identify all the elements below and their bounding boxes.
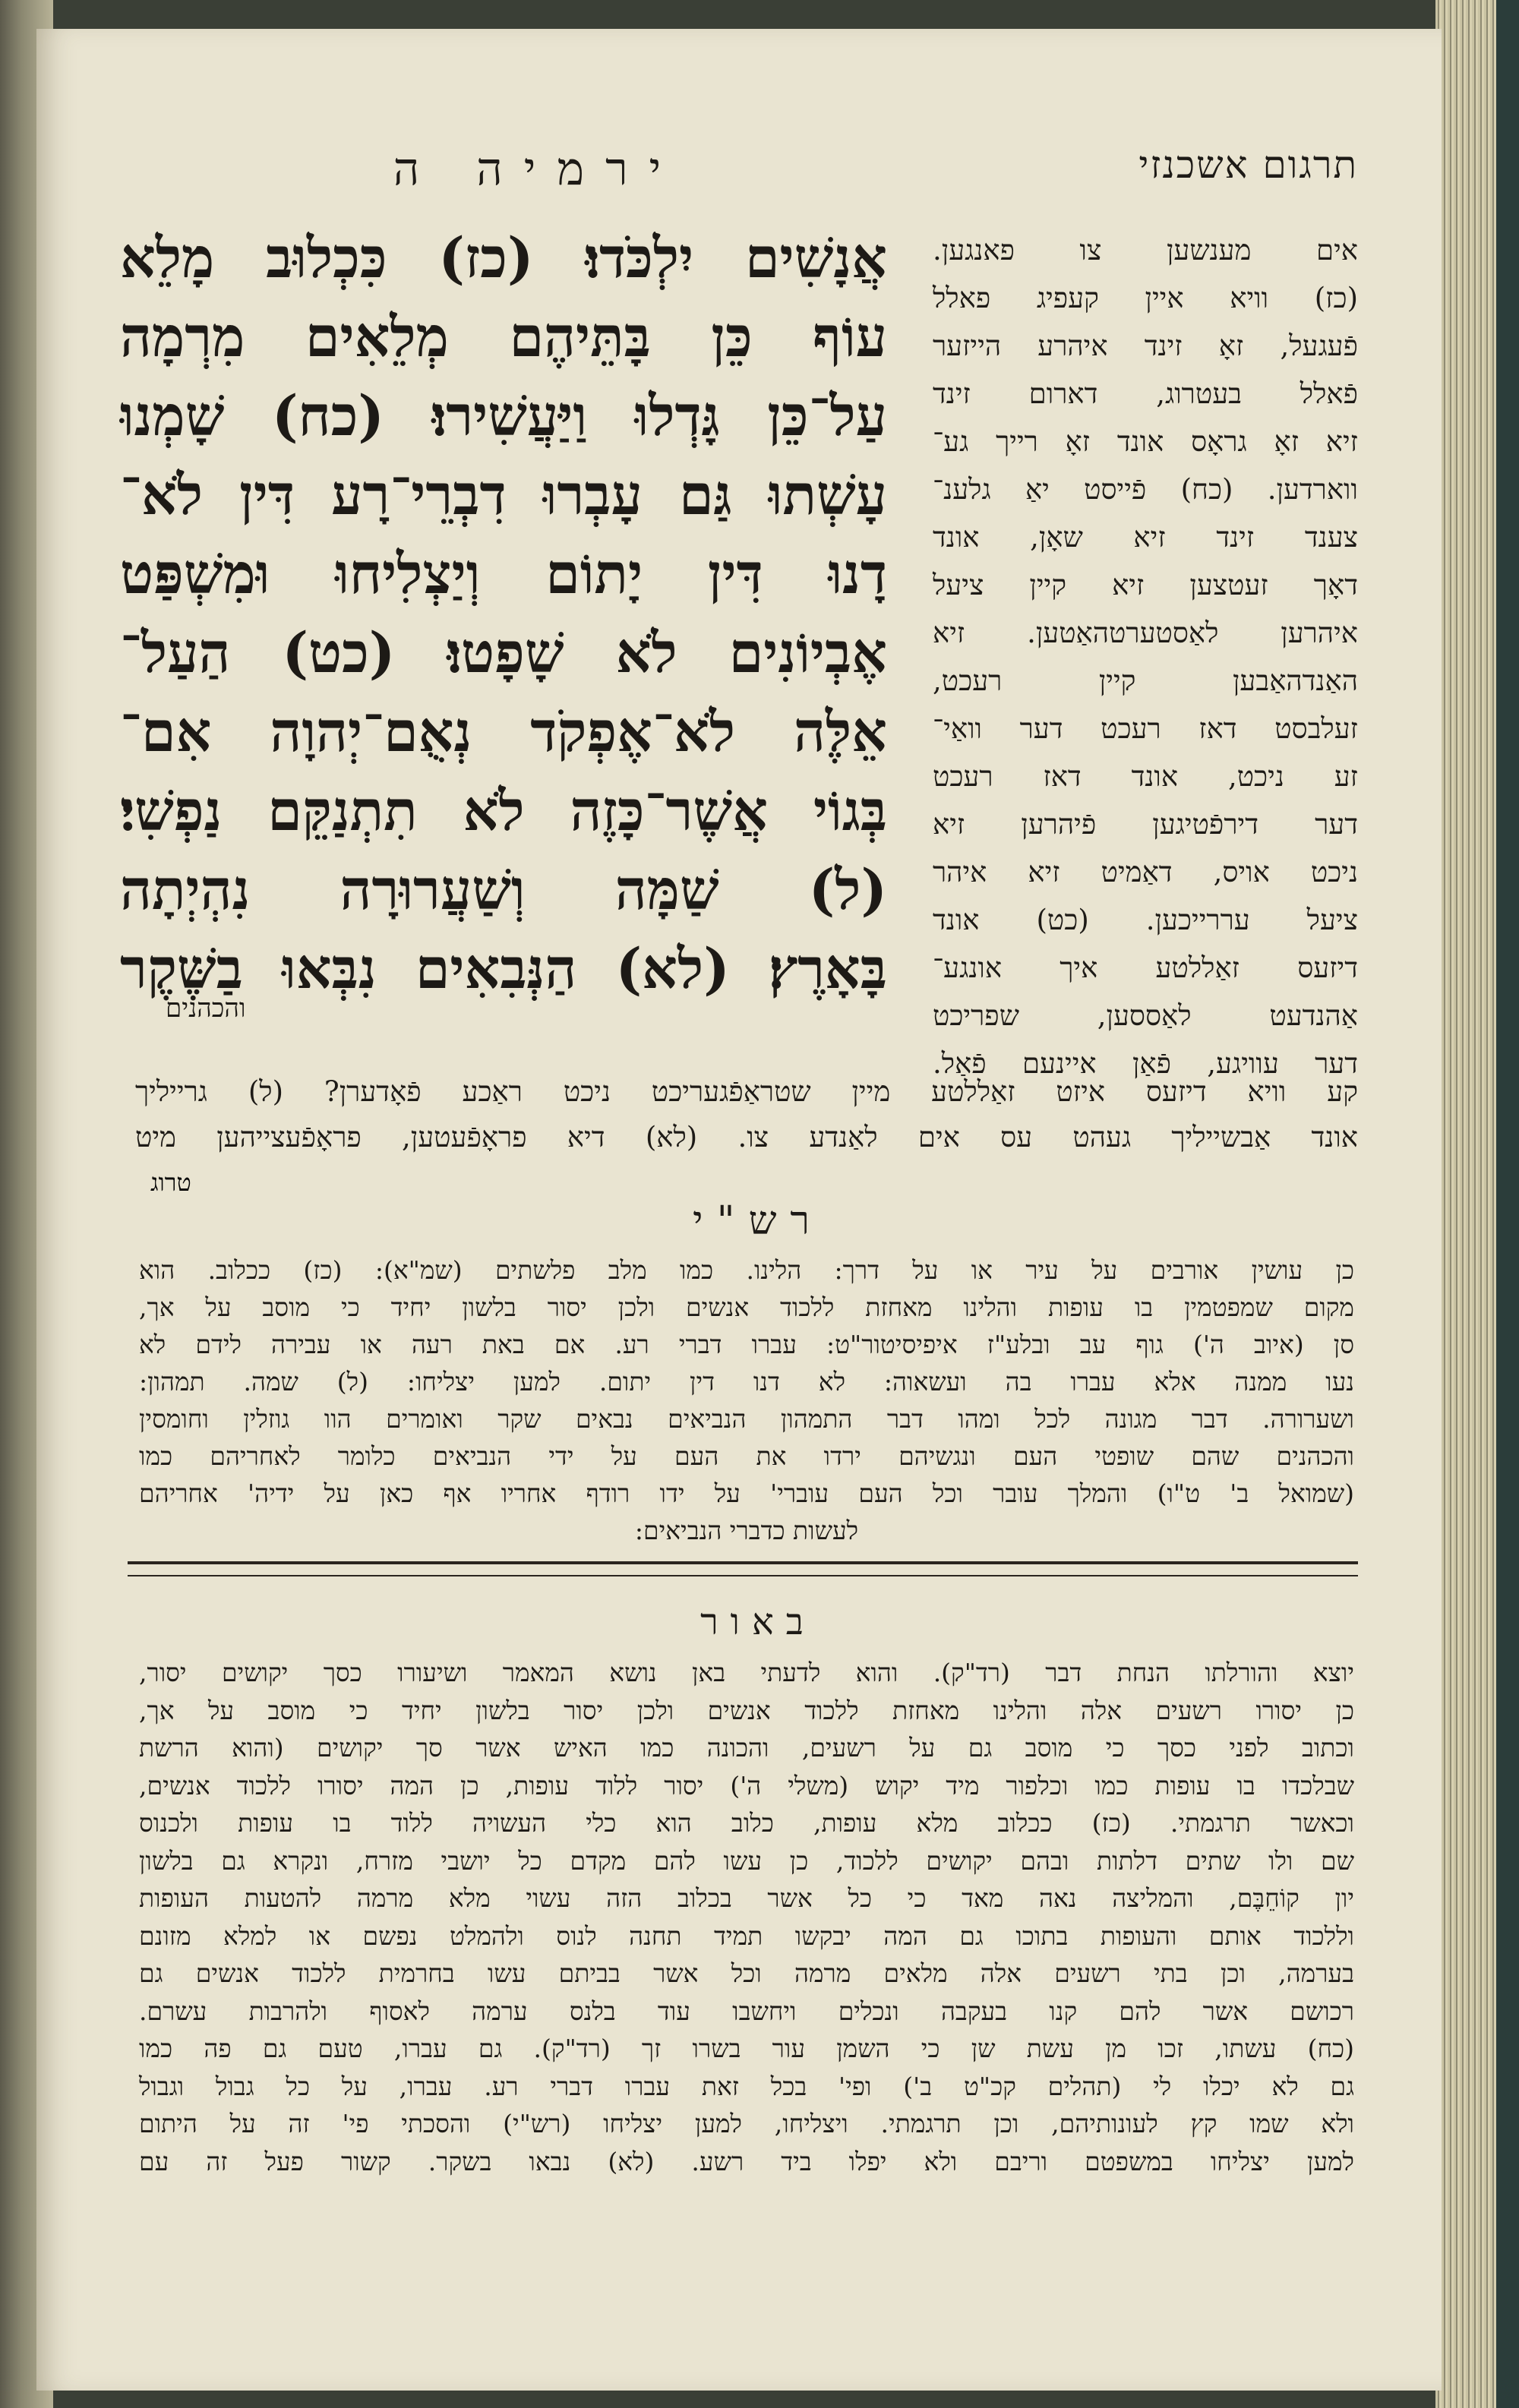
biur-line: גם לא יכלו לי (תהלים קכ"ט ב') ופי' בכל זאת עברו דברי רע. עברו, על כל גבול וגבול — [139, 2071, 1354, 2101]
targum-line: פֿאלל בעטרוג, דארום זינד — [933, 377, 1358, 410]
biur-line: יוצא והורלתו הנחת דבר (רד"ק). והוא לדעתי באן נושא המאמר ושיעורו כסך יקושים יסור, — [139, 1658, 1354, 1687]
targum-line: דער עוויגע, פֿאַן איינעם פֿאַל. — [933, 1047, 1358, 1080]
targum-line: איהרען לאַסטערטהאַטען. זיא — [933, 617, 1358, 649]
book-page — [36, 29, 1442, 2391]
section-divider — [128, 1575, 1358, 1576]
targum-line: האַנדהאַבען קיין רעכט, — [933, 664, 1358, 697]
targum-line: קע וויא דיזעס איזט זאַללטע מיין שטראַפֿגעריכט ניכט ראַכע פֿאָדערן? (ל) גרייליך — [135, 1075, 1358, 1108]
scripture-line: עַל־כֵּן גָּדְלוּ וַיַּעֲשִׁירוּ׃ (כח) שָׁמְנוּ — [120, 383, 887, 449]
targum-line: צענד זינד זיא שאָן, אונד — [933, 521, 1358, 554]
targum-line: ווארדען. (כח) פֿייסט יאַ גלענ־ — [933, 473, 1358, 506]
targum-line: ציעל עררייכען. (כט) אונד — [933, 904, 1358, 936]
biur-line: וכתוב לפני כסך כי מוסב גם על רשעים, והכונה כמו האיש אשר סך יקושים (והוא הרשת — [139, 1733, 1354, 1763]
running-head-targum: תרגום אשכנזי — [1138, 143, 1358, 187]
scripture-column — [120, 219, 887, 1024]
rashi-line: כן עושין אורבים על עיר או על דרך: הלינו. כמו מלב פלשתים (שמ"א): (כז) ככלוב. הוא — [139, 1255, 1354, 1285]
targum-line: דאָך זעטצען זיא קיין ציעל — [933, 569, 1358, 601]
targum-line: ניכט אויס, דאַמיט זיא איהר — [933, 856, 1358, 888]
scripture-line: עָשְׁתוּ גַּם עָבְרוּ דִבְרֵי־רָע דִּין לֹא־ — [120, 462, 887, 528]
rashi-heading: רש"י — [693, 1198, 823, 1244]
rashi-commentary — [139, 1251, 1354, 1549]
biur-line: יון קוֹחֵבֶּם, והמליצה נאה מאד כי כל אשר בכלוב הזה עשוי מלא מרמה להטעות העופות — [139, 1883, 1354, 1913]
biur-line: ולא שמו קץ לעונותיהם, וכן תרגמתי. ויצליחו, למען יצליחו (רש"י) והסכתי פי' זה על היתום — [139, 2109, 1354, 2138]
targum-line: זע ניכט, אונד דאז רעכט — [933, 760, 1358, 793]
running-head-book-chapter: ירמיה ה — [393, 143, 683, 196]
biur-line: (כח) עשתו, זכו מן עשת שן כי השמן עור בשרו זך (רד"ק). גם עברו, טעם גם פה כמו — [139, 2034, 1354, 2063]
rashi-line: (שמואל ב' ט"ו) והמלך עובר וכל העם עוברי' על ידו רודף אחריו אף כאן על ידיה' אחריהם — [139, 1479, 1354, 1508]
targum-continuation — [135, 1069, 1358, 1160]
biur-line: כן יסורו רשעים אלה והלינו מאחזת ללכוד אנשים ולכן יסור בלשון יחיד כי מוסב על אך, — [139, 1695, 1354, 1725]
rashi-line: לעשות כדברי הנביאים: — [634, 1516, 859, 1545]
scripture-line: אֲנָשִׁים יִלְכֹּדוּ׃ (כז) כִּכְלוּב מָלֵא — [120, 226, 887, 291]
section-divider — [128, 1561, 1358, 1564]
targum-line: דער דירפֿטיגען פֿיהרען זיא — [933, 808, 1358, 841]
scripture-line: אֵלֶּה לֹא־אֶפְקֹד נְאֻם־יְהוָה אִם־ — [120, 699, 887, 765]
biur-line: בערמה, וכן בתי רשעים אלה מלאים מרמה וכל אשר בביתם עשו בחרמית ללכוד אנשים גם — [139, 1958, 1354, 1988]
targum-column — [933, 226, 1358, 1087]
targum-line: פֿעגעל, זאָ זינד איהרע הייזער — [933, 330, 1358, 362]
rashi-line: סן (איוב ה') גוף עב ובלע"ז איפיסיטור"ט: עברו דברי רע. אם באת רעה או עבירה לידם לא — [139, 1330, 1354, 1359]
rashi-line: מקום שמפטמין בו עופות והלינו מאחזת ללכוד אנשים ולכן יסור בלשון יחיד כי מוסב על אך, — [139, 1292, 1354, 1322]
scripture-line: בְּגוֹי אֲשֶׁר־כָּזֶה לֹא תִתְנַקֵּם נַפְשִׁי׃ — [120, 778, 887, 844]
biur-line: למען יצליחו במשפטם וריבם ולא יפלו ביד רשע. (לא) נבאו בשקר. קשור פעל זה עם — [139, 2146, 1354, 2176]
targum-line: דיזעס זאַללטע איך אונגע־ — [933, 952, 1358, 984]
rashi-line: נעו ממנה אלא עברו בה ועשאוה: לא דנו דין יתום. למען יצליחו: (ל) שמה. תמהון: — [139, 1367, 1354, 1397]
biur-heading: באור — [700, 1601, 816, 1643]
scripture-line: דָנוּ דִּין יָתוֹם וְיַצְלִיחוּ וּמִשְׁפַּט — [120, 541, 887, 607]
targum-catchword: טרוג — [150, 1168, 191, 1197]
biur-line: רכושם אשר להם קנו בעקבה ונכלים ויחשבו עוד בלנס ערמה לאסוף ולהרבות עשרם. — [139, 1996, 1354, 2026]
scripture-line: (ל) שַׁמָּה וְשַׁעֲרוּרָה נִהְיְתָה — [120, 857, 887, 923]
biur-line: וכאשר תרגמתי. (כז) ככלוב מלא עופות, כלוב הוא כלי העשויה ללוד בו עופות ולכנוס — [139, 1808, 1354, 1838]
targum-line: אַהנדעט לאַססען, שפריכט — [933, 999, 1358, 1032]
targum-line: זיא זאָ גראָס אונד זאָ רייך גע־ — [933, 425, 1358, 458]
scripture-line: עוֹף כֵּן בָּתֵּיהֶם מְלֵאִים מִרְמָה — [120, 305, 887, 370]
scripture-line: בָּאָרֶץ׃ (לא) הַנְּבִאִים נִבְּאוּ בַשֶּׁקֶר — [120, 936, 887, 1002]
targum-line: אונד אַבשייליך געהט עס אים לאַנדע צו. (לא) דיא פראָפֿעטען, פראָפֿעצייהען מיט — [135, 1121, 1358, 1154]
targum-line: (כז) וויא איין קעפיג פאלל — [933, 282, 1358, 314]
rashi-line: ושערורה. דבר מגונה לכל ומהו דבר התמהון הנביאים נבאים שקר ואומרים הוו גוזלין וחומסין — [139, 1404, 1354, 1434]
page-edges — [1435, 0, 1519, 2408]
rashi-line: והכהנים שהם שופטי העם ונגשיהם ירדו את העם על ידי הנביאים כלומר לאחריהם כמו — [139, 1441, 1354, 1471]
targum-line: זעלבסט דאז רעכט דער וואַי־ — [933, 712, 1358, 745]
biur-line: שם ולו שתים דלתות ובהם יקושים ללכוד, כן עשו להם מקדם כל יושבי מזרח, ונקרא גם בלשון — [139, 1845, 1354, 1876]
scripture-catchword: והכהנים — [166, 993, 246, 1024]
biur-line: שבלכדו בו עופות כמו וכלפור מיד יקוש (משלי ה') יסור ללוד עופות, כן המה יסורו ללכוד אנשים, — [139, 1770, 1354, 1800]
scripture-line: אֶבְיוֹנִים לֹא שָׁפָטוּ׃ (כט) הַעַל־ — [120, 620, 887, 686]
targum-line: אים מענשען צו פאנגען. — [933, 234, 1358, 267]
biur-line: וללכוד אותם והעופות בתוכו גם המה יבקשו תמיד תחנה לנוס ולהמלט נפשם או למלא מזונם — [139, 1920, 1354, 1951]
biur-commentary — [139, 1654, 1354, 2180]
